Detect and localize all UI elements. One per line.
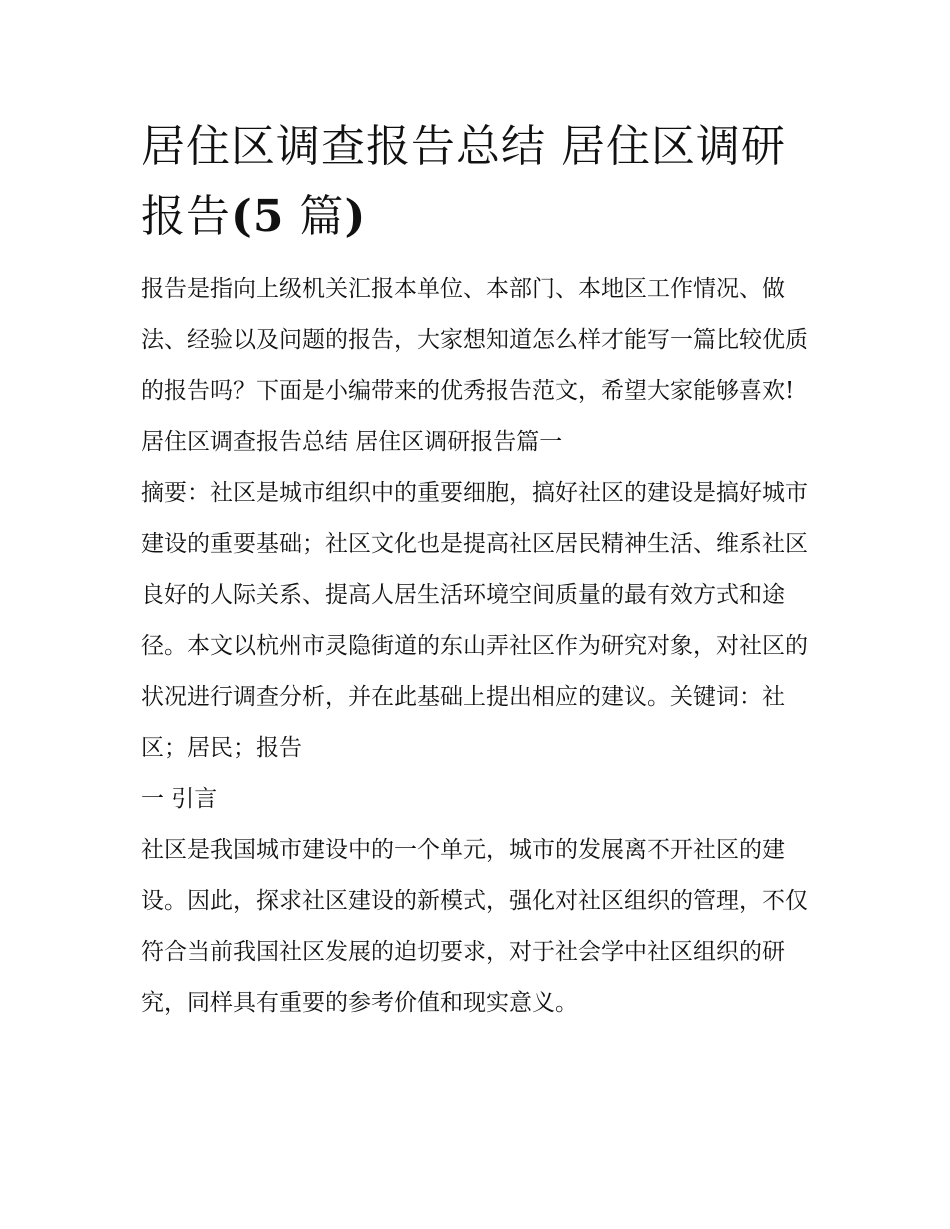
section-heading-article-one: 居住区调查报告总结 居住区调研报告篇一 <box>141 429 563 455</box>
title-count-open: (5 <box>231 191 285 242</box>
body-paragraph: 社区是我国城市建设中的一个单元，城市的发展离不开社区的建设。因此，探求社区建设的新模式，强化对社区组织的管理，不仅符合当前我国社区发展的迫切要求，对于社会学中社区组织的研究，同样具有重要的参考价值和现实意义。 <box>141 837 808 1016</box>
title-text: 居住区调查报告总结 居住区调研报告 <box>141 121 786 242</box>
document-title <box>141 112 813 252</box>
abstract-paragraph: 摘要：社区是城市组织中的重要细胞，搞好社区的建设是搞好城市建设的重要基础；社区文化也是提高社区居民精神生活、维系社区良好的人际关系、提高人居生活环境空间质量的最有效方式和途径。本文以杭州市灵隐街道的东山弄社区作为研究对象，对社区的状况进行调查分析，并在此基础上提出相应的建议。关键词：社区；居民；报告 <box>141 480 808 761</box>
title-count-unit: 篇 <box>284 191 345 242</box>
intro-paragraph: 报告是指向上级机关汇报本单位、本部门、本地区工作情况、做法、经验以及问题的报告，大家想知道怎么样才能写一篇比较优质的报告吗？下面是小编带来的优秀报告范文，希望大家能够喜欢! <box>141 276 808 404</box>
document-page <box>141 112 813 1029</box>
title-count-close: ) <box>344 191 367 242</box>
section-heading-introduction: 一 引言 <box>141 786 218 812</box>
